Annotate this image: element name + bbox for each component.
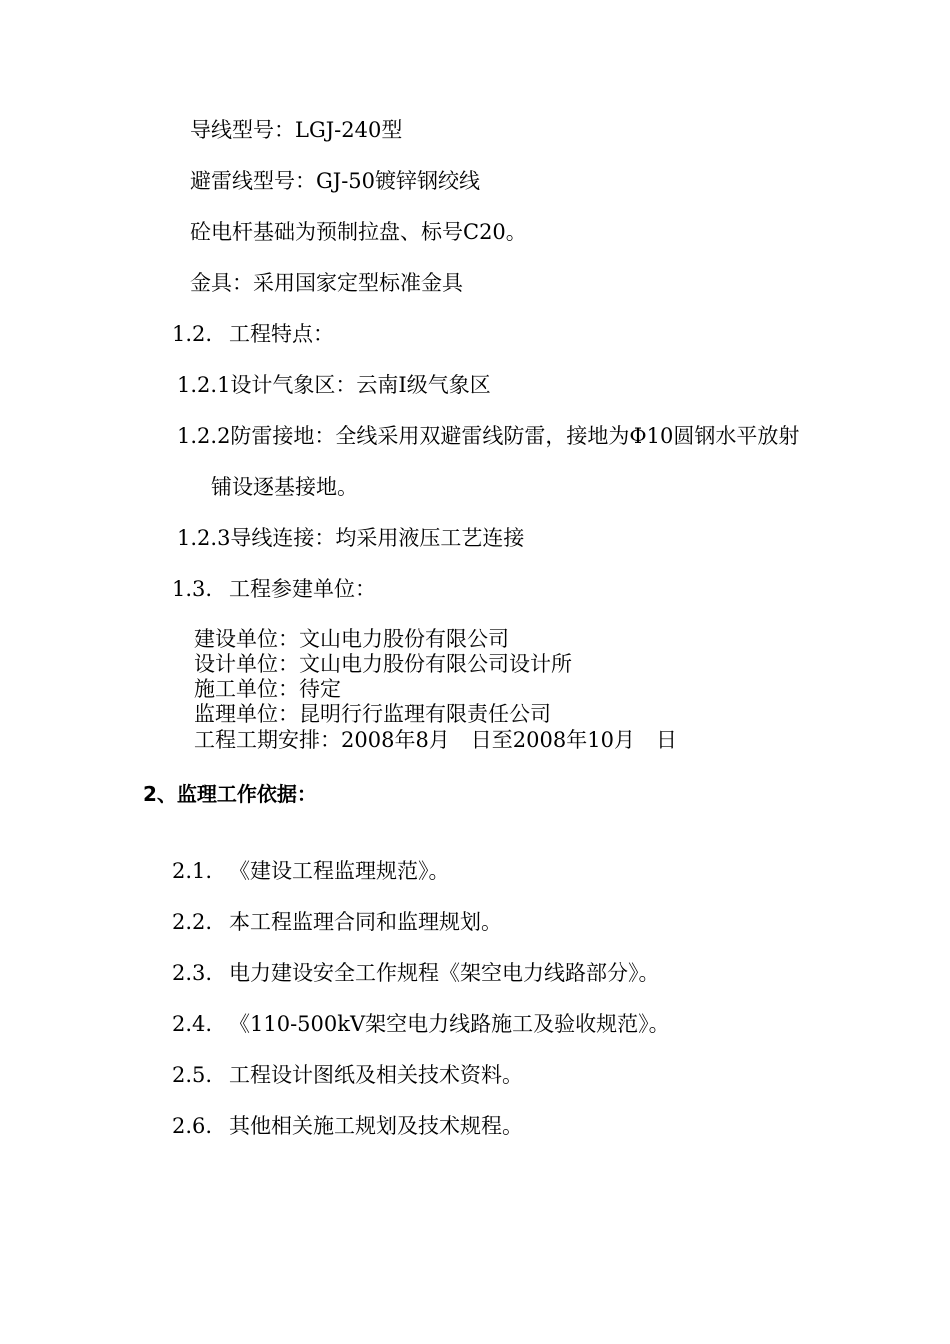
feature-item: 1.2.1设计气象区：云南Ⅰ级气象区 <box>177 373 491 397</box>
basis-item <box>172 1062 523 1088</box>
basis-item <box>172 909 502 935</box>
feature-item: 1.2.2防雷接地：全线采用双避雷线防雷，接地为Φ10圆钢水平放射 <box>177 424 800 448</box>
schedule-line: 工程工期安排：2008年8月 日至2008年10月 日 <box>194 728 677 752</box>
basis-text: 本工程监理合同和监理规划。 <box>229 910 502 934</box>
section-2-heading: 2、监理工作依据： <box>143 782 317 806</box>
basis-number: 2.6. <box>172 1114 213 1138</box>
basis-item <box>172 960 660 986</box>
basis-text: 工程设计图纸及相关技术资料。 <box>229 1063 523 1087</box>
section-participants-heading <box>172 576 376 602</box>
basis-item <box>172 858 450 884</box>
basis-text: 《建设工程监理规范》。 <box>229 859 450 883</box>
spec-fittings: 金具：采用国家定型标准金具 <box>190 271 463 295</box>
basis-text: 电力建设安全工作规程《架空电力线路部分》。 <box>229 961 660 985</box>
feature-item-continuation: 铺设逐基接地。 <box>211 475 358 499</box>
section-number: 1.2. <box>172 322 213 346</box>
basis-number: 2.5. <box>172 1063 213 1087</box>
participant-line: 建设单位：文山电力股份有限公司 <box>194 627 509 651</box>
section-number: 1.3. <box>172 577 213 601</box>
basis-number: 2.1. <box>172 859 213 883</box>
section-features-heading <box>172 321 334 347</box>
basis-item <box>172 1113 523 1139</box>
section-title: 工程特点： <box>229 322 334 346</box>
basis-number: 2.3. <box>172 961 213 985</box>
participant-line: 施工单位：待定 <box>194 677 341 701</box>
basis-number: 2.2. <box>172 910 213 934</box>
basis-text: 《110-500kV架空电力线路施工及验收规范》。 <box>229 1012 670 1036</box>
spec-foundation: 砼电杆基础为预制拉盘、标号C20。 <box>190 220 527 244</box>
participant-line: 监理单位：昆明行行监理有限责任公司 <box>194 702 551 726</box>
feature-item: 1.2.3导线连接：均采用液压工艺连接 <box>177 526 525 550</box>
spec-conductor: 导线型号：LGJ-240型 <box>190 118 403 142</box>
basis-text: 其他相关施工规划及技术规程。 <box>229 1114 523 1138</box>
basis-item <box>172 1011 670 1037</box>
participant-line: 设计单位：文山电力股份有限公司设计所 <box>194 652 572 676</box>
spec-ground-wire: 避雷线型号：GJ-50镀锌钢绞线 <box>190 169 481 193</box>
section-title: 工程参建单位： <box>229 577 376 601</box>
basis-number: 2.4. <box>172 1012 213 1036</box>
